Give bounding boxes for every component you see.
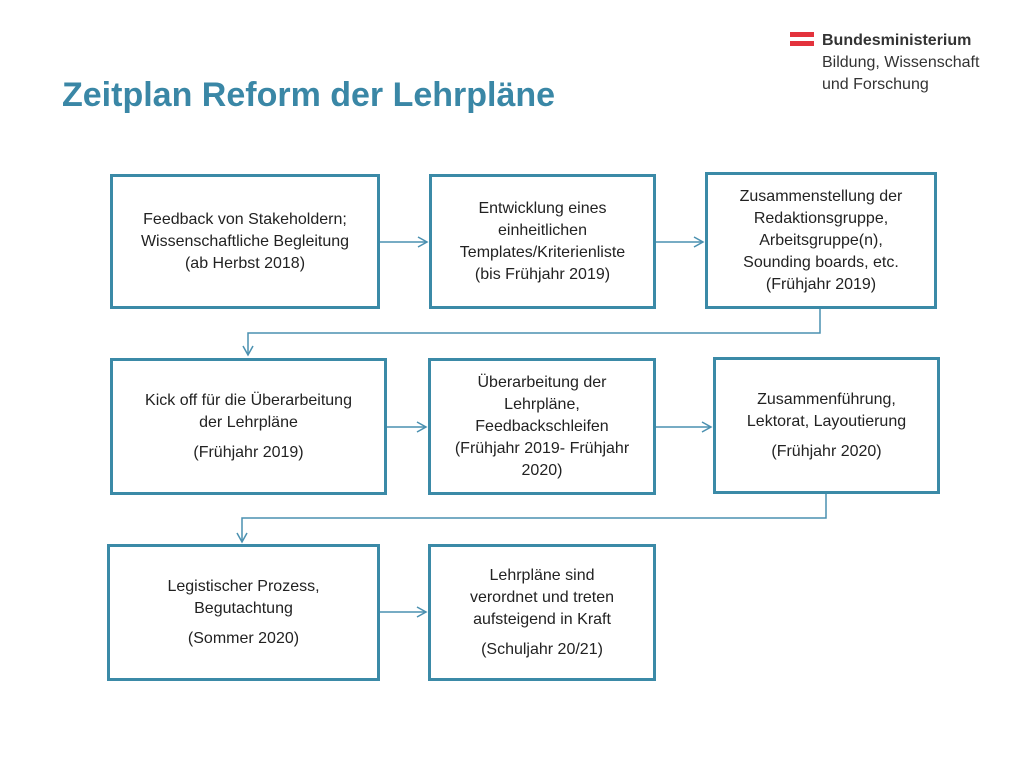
step-template-development [429,174,656,309]
step-timeframe: (ab Herbst 2018) [184,254,306,272]
logo-line-1: Bundesministerium [822,32,972,49]
step-timeframe: (Frühjahr 2019) [765,275,877,293]
step-timeframe: 2020) [521,461,563,479]
arrow-step6-to-step7 [242,494,826,542]
step-legislative-process [107,544,380,681]
austrian-flag-icon [790,32,814,46]
step-group-assembly [705,172,937,309]
step-timeframe: (bis Frühjahr 2019) [474,265,611,283]
step-revision [428,358,656,495]
ministry-name [822,30,979,96]
logo-line-2: Bildung, Wissenschaft [822,54,980,71]
step-description: Zusammenführung, Lektorat, Layoutierung [746,390,907,430]
step-timeframe: (Sommer 2020) [187,629,300,647]
step-description: Zusammenstellung der Redaktionsgruppe, Arbeitsgruppe(n), Sounding boards, etc. [739,187,903,271]
logo-line-3: und Forschung [822,76,929,93]
step-timeframe: (Frühjahr 2019) [193,443,304,461]
step-timeframe: (Schuljahr 20/21) [481,640,603,658]
step-description: Legistischer Prozess, Begutachtung [167,577,320,617]
step-kick-off [110,358,387,495]
step-description: Feedback von Stakeholdern; Wissenschaftliche Begleitung [140,210,350,250]
step-description: Überarbeitung der Lehrpläne, Feedbackschleifen (Frühjahr 2019- Frühjahr [454,373,630,457]
step-merging-layout [713,357,940,494]
arrow-step3-to-step4 [248,309,820,355]
step-description: Lehrpläne sind verordnet und treten aufsteigend in Kraft [469,566,615,628]
step-timeframe: (Frühjahr 2020) [771,442,882,460]
step-description: Kick off für die Überarbeitung der Lehrpläne [145,391,352,431]
step-in-force [428,544,656,681]
page-title: Zeitplan Reform der Lehrpläne [62,76,556,114]
step-feedback-stakeholders [110,174,380,309]
step-description: Entwicklung eines einheitlichen Templates/Kriterienliste [459,199,626,261]
